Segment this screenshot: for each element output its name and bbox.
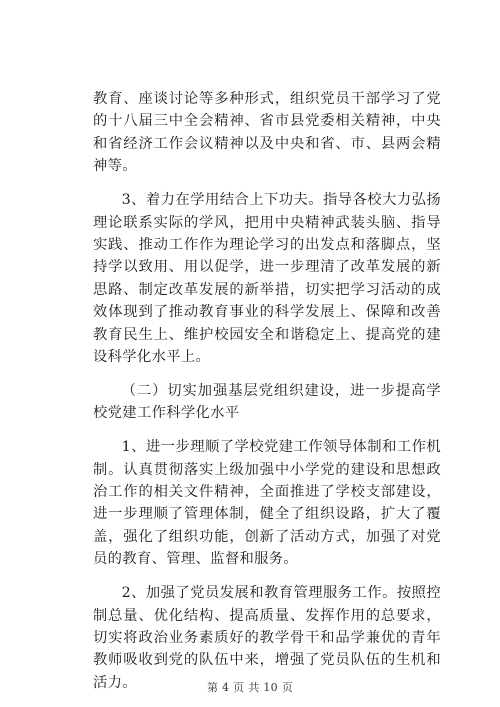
paragraph-1: 教育、座谈讨论等多种形式，组织党员干部学习了党的十八届三中全会精神、省市县党委相关精神，中央和省经济工作会议精神以及中央和省、市、县两会精神等。 <box>93 91 441 175</box>
section-heading: （二）切实加强基层党组织建设，进一步提高学校党建工作科学化水平 <box>93 382 441 422</box>
page-number-footer: 第 4 页 共 10 页 <box>206 681 294 694</box>
paragraph-3: 1、进一步理顺了学校党建工作领导体制和工作机制。认真贯彻落实上级加强中小学党的建设和思想政治工作的相关文件精神，全面推进了学校支部建设，进一步理顺了管理体制，健全了组织设路，扩大了覆盖，强化了组织功能，创新了活动方式，加强了对党员的教育、管理、监督和服务。 <box>93 439 441 568</box>
paragraph-4: 2、加强了党员发展和教育管理服务工作。按照控制总量、优化结构、提高质量、发挥作用的总要求，切实将政治业务素质好的教学骨干和品学兼优的青年教师吸收到党的队伍中来，增强了党员队伍的生机和活力。 <box>93 585 441 691</box>
paragraph-2: 3、着力在学用结合上下功夫。指导各校大力弘扬理论联系实际的学风，把用中央精神武装头脑、指导实践、推动工作作为理论学习的出发点和落脚点，坚持学以致用、用以促学，进一步理清了改革发展的新思路、制定改革发展的新举措，切实把学习活动的成效体现到了推动教育事业的科学发展上、保障和改善教育民生上、维护校园安全和谐稳定上、提高党的建设科学化水平上。 <box>93 192 441 365</box>
document-body <box>93 88 441 694</box>
